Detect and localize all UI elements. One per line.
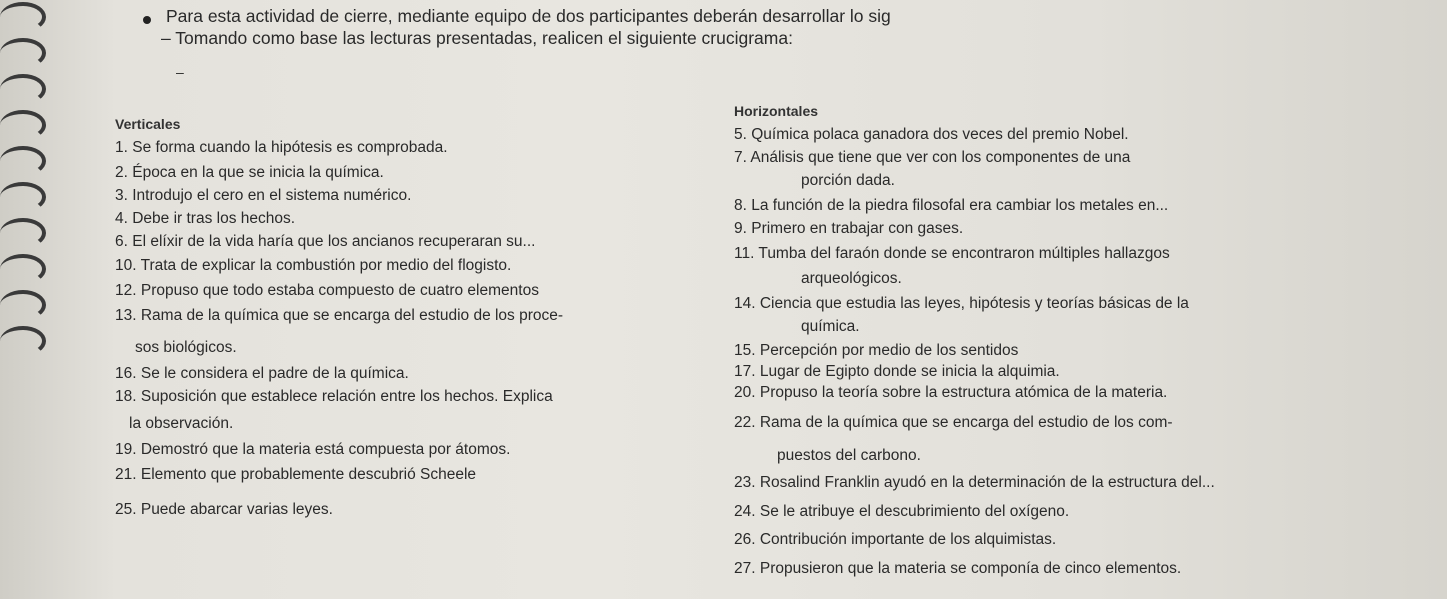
horizontales-heading: Horizontales (734, 103, 819, 119)
horizontal-clue: 11. Tumba del faraón donde se encontraron múltiples hallazgos (734, 245, 1170, 262)
horizontal-clue-continuation: química. (801, 318, 860, 335)
horizontal-clue: 14. Ciencia que estudia las leyes, hipótesis y teorías básicas de la (734, 295, 1189, 312)
vertical-clue: 10. Trata de explicar la combustión por medio del flogisto. (115, 257, 512, 274)
vertical-clue: 19. Demostró que la materia está compuesta por átomos. (115, 441, 511, 458)
instruction-text: – Tomando como base las lecturas presentadas, realicen el siguiente crucigrama: (161, 28, 793, 48)
vertical-clue: 3. Introdujo el cero en el sistema numérico. (115, 187, 412, 204)
horizontal-clue: 15. Percepción por medio de los sentidos (734, 342, 1019, 359)
verticales-heading: Verticales (115, 116, 181, 132)
horizontal-clue: 8. La función de la piedra filosofal era cambiar los metales en... (734, 197, 1169, 214)
vertical-clue: 18. Suposición que establece relación entre los hechos. Explica (115, 388, 553, 405)
horizontal-clue: 26. Contribución importante de los alquimistas. (734, 531, 1057, 548)
vertical-clue: 1. Se forma cuando la hipótesis es comprobada. (115, 139, 448, 156)
horizontal-clue: 20. Propuso la teoría sobre la estructura atómica de la materia. (734, 384, 1168, 401)
bullet-icon (143, 16, 151, 24)
horizontal-clue-continuation: puestos del carbono. (777, 447, 921, 464)
horizontal-clue: 17. Lugar de Egipto donde se inicia la alquimia. (734, 363, 1060, 380)
horizontal-clue: 5. Química polaca ganadora dos veces del premio Nobel. (734, 126, 1129, 143)
vertical-clue: 21. Elemento que probablemente descubrió Scheele (115, 466, 477, 483)
vertical-clue: 2. Época en la que se inicia la química. (115, 164, 384, 181)
horizontal-clue: 24. Se le atribuye el descubrimiento del oxígeno. (734, 503, 1070, 520)
horizontal-clue: 7. Análisis que tiene que ver con los componentes de una (734, 149, 1131, 166)
dash-mark: – (176, 64, 184, 80)
horizontal-clue-continuation: arqueológicos. (801, 270, 902, 287)
horizontal-clue: 22. Rama de la química que se encarga del estudio de los com- (734, 414, 1173, 431)
horizontal-clue: 27. Propusieron que la materia se componía de cinco elementos. (734, 560, 1182, 577)
notebook-spiral-binding (0, 0, 60, 599)
vertical-clue: 25. Puede abarcar varias leyes. (115, 501, 333, 518)
vertical-clue: 16. Se le considera el padre de la química. (115, 365, 409, 382)
horizontal-clue: 9. Primero en trabajar con gases. (734, 220, 964, 237)
vertical-clue-continuation: la observación. (129, 415, 234, 432)
horizontal-clue: 23. Rosalind Franklin ayudó en la determinación de la estructura del... (734, 474, 1215, 491)
vertical-clue-continuation: sos biológicos. (135, 339, 237, 356)
horizontal-clue-continuation: porción dada. (801, 172, 895, 189)
vertical-clue: 12. Propuso que todo estaba compuesto de cuatro elementos (115, 282, 539, 299)
vertical-clue: 13. Rama de la química que se encarga del estudio de los proce- (115, 307, 564, 324)
intro-bullet-text: Para esta actividad de cierre, mediante equipo de dos participantes deberán desarrollar lo sig (166, 6, 891, 26)
vertical-clue: 4. Debe ir tras los hechos. (115, 210, 296, 227)
vertical-clue: 6. El elíxir de la vida haría que los ancianos recuperaran su... (115, 233, 536, 250)
